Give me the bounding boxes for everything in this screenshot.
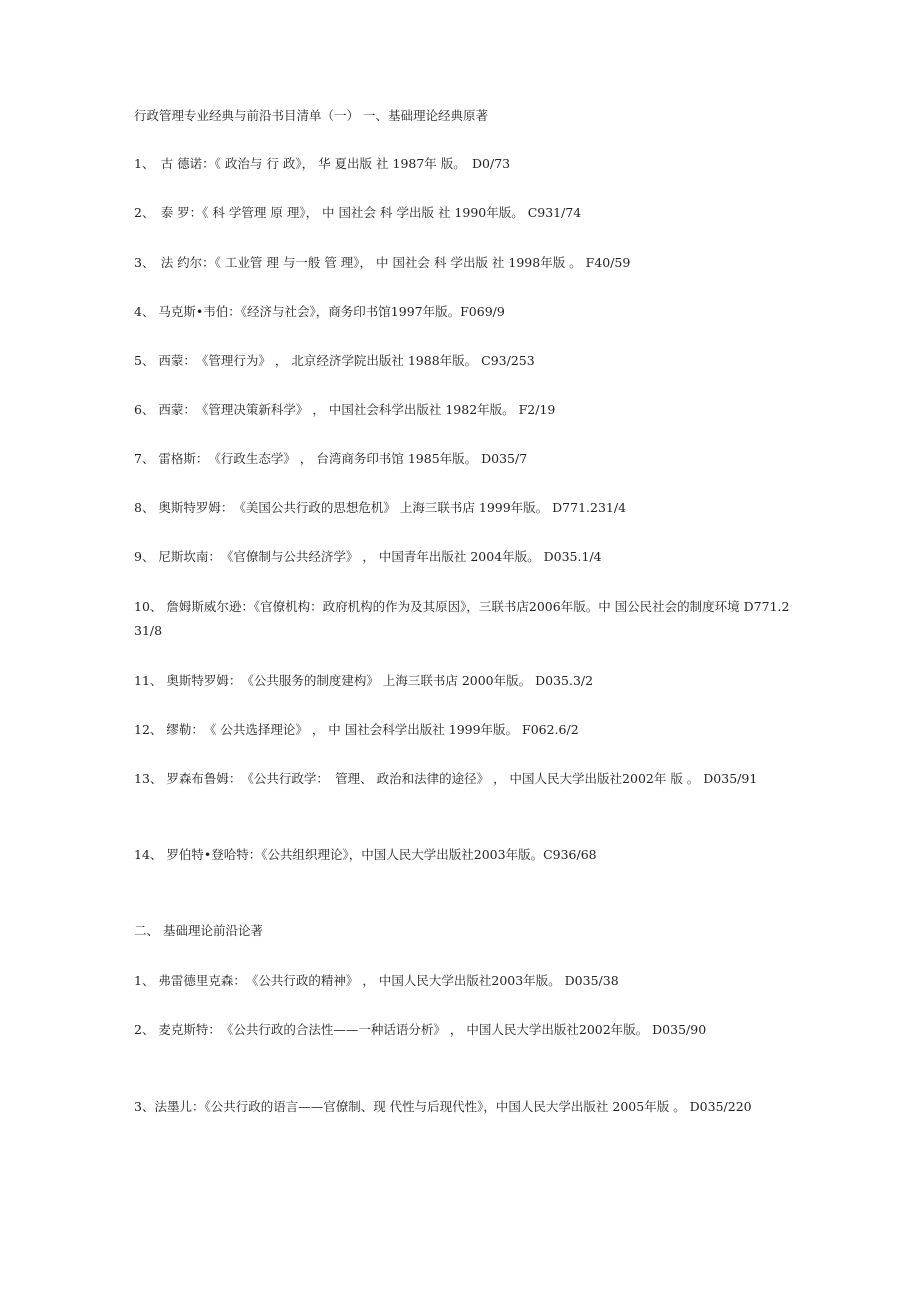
list-item: 5、 西蒙： 《管理行为》 ， 北京经济学院出版社 1988年版。 C93/253: [134, 353, 535, 368]
list-item: 3、 法 约尔：《 工业管 理 与一般 管 理》， 中 国社会 科 学出版 社 1998年版 。 F40/59: [134, 255, 631, 270]
list-item: 1、 弗雷德里克森： 《公共行政的精神》 ， 中国人民大学出版社2003年版。 D035/38: [134, 973, 619, 988]
list-item: 7、 雷格斯： 《行政生态学》 ， 台湾商务印书馆 1985年版。 D035/7: [134, 451, 528, 466]
list-item: 1、 古 德诺：《 政治与 行 政》， 华 夏出版 社 1987年 版。 D0/73: [134, 156, 511, 171]
list-item: 9、 尼斯坎南： 《官僚制与公共经济学》 ， 中国青年出版社 2004年版。 D035.1/4: [134, 549, 602, 564]
list-item: 14、 罗伯特•登哈特：《公共组织理论》，中国人民大学出版社2003年版。C936/68: [134, 847, 597, 862]
document-header: 行政管理专业经典与前沿书目清单（一） 一、基础理论经典原著: [134, 108, 488, 123]
list-item: 4、 马克斯•韦伯：《经济与社会》，商务印书馆1997年版。F069/9: [134, 304, 505, 319]
list-item: 6、 西蒙： 《管理决策新科学》 ， 中国社会科学出版社 1982年版。 F2/19: [134, 402, 556, 417]
list-item: 13、 罗森布鲁姆： 《公共行政学： 管理、 政治和法律的途径》 ， 中国人民大学出版社2002年 版 。 D035/91: [134, 771, 758, 786]
list-item: 12、 缪勒： 《 公共选择理论》 ， 中 国社会科学出版社 1999年版。 F062.6/2: [134, 722, 579, 737]
list-item: 2、 泰 罗：《 科 学管理 原 理》， 中 国社会 科 学出版 社 1990年版。 C931/74: [134, 205, 582, 220]
list-item: 8、 奥斯特罗姆： 《美国公共行政的思想危机》 上海三联书店 1999年版。 D771.231/4: [134, 500, 627, 515]
list-item: 10、 詹姆斯威尔逊：《官僚机构：政府机构的作为及其原因》，三联书店2006年版。中 国公民社会的制度环境 D771.231/8: [134, 599, 790, 638]
list-item: 11、 奥斯特罗姆： 《公共服务的制度建构》 上海三联书店 2000年版。 D035.3/2: [134, 673, 594, 688]
section-title: 二、 基础理论前沿论著: [134, 923, 263, 938]
list-item: 2、 麦克斯特： 《公共行政的合法性——一种话语分析》 ， 中国人民大学出版社2002年版。 D035/90: [134, 1022, 707, 1037]
list-item: 3、法墨儿：《公共行政的语言——官僚制、现 代性与后现代性》，中国人民大学出版社 2005年版 。 D035/220: [134, 1099, 752, 1114]
